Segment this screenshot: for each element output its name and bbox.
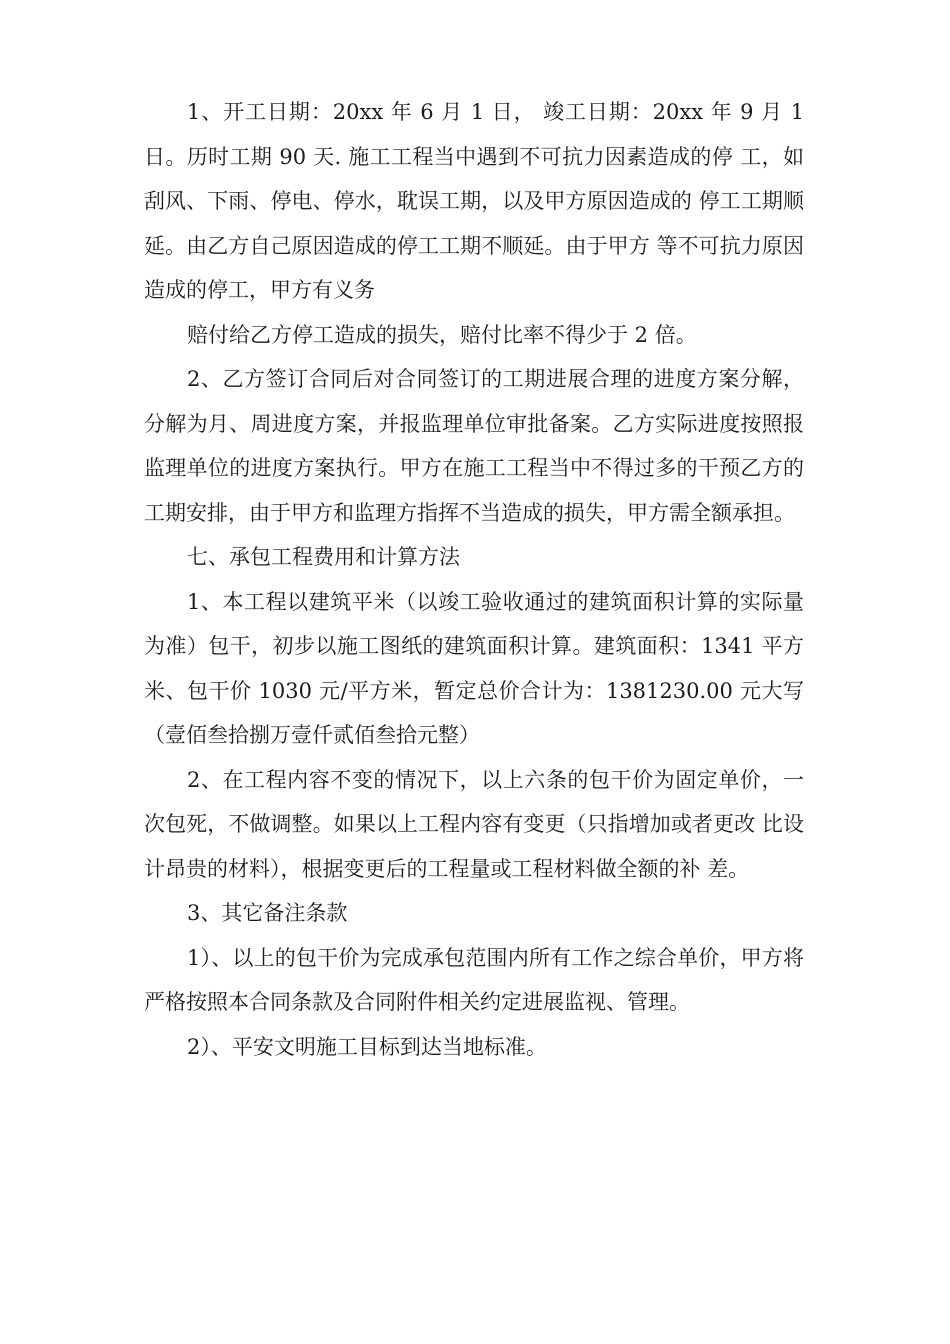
paragraph-term-2: 2）、平安文明施工目标到达当地标准。	[187, 1034, 547, 1059]
document-body	[144, 90, 804, 1069]
paragraph-other-terms-heading: 3、其它备注条款	[187, 901, 348, 925]
paragraph-compensation: 赔付给乙方停工造成的损失，赔付比率不得少于 2 倍。	[187, 322, 697, 347]
paragraph-term-1: 1）、以上的包干价为完成承包范围内所有工作之综合单价，甲方将严格按照本合同条款及合同附件相关约定进展监视、管理。	[144, 945, 804, 1014]
paragraph-progress-plan: 2、乙方签订合同后对合同签订的工期进展合理的进度方案分解，分解为月、周进度方案，并报监理单位审批备案。乙方实际进度按照报监理单位的进度方案执行。甲方在施工工程当中不得过多的干预乙方的工期安排，由于甲方和监理方指挥不当造成的损失，甲方需全额承担。	[144, 367, 804, 525]
paragraph-fee-calculation: 1、本工程以建筑平米（以竣工验收通过的建筑面积计算的实际量为准）包干，初步以施工图纸的建筑面积计算。建筑面积：1341 平方米、包干价 1030 元/平方米，暂定总价合计为：1381230.00 元大写（壹佰叁拾捌万壹仟贰佰叁拾元整）	[144, 589, 804, 747]
paragraph-schedule-dates: 1、开工日期：20xx 年 6 月 1 日， 竣工日期：20xx 年 9 月 1 日。历时工期 90 天. 施工工程当中遇到不可抗力因素造成的停 工，如刮风、下雨、停电、停水，耽误工期，以及甲方原因造成的 停工工期顺延。由乙方自己原因造成的停工工期不顺延。由于甲方 等不可抗力原因造成的停工，甲方有义务	[144, 100, 804, 302]
section-heading-fees: 七、承包工程费用和计算方法	[187, 545, 460, 569]
paragraph-fixed-price: 2、在工程内容不变的情况下，以上六条的包干价为固定单价，一次包死，不做调整。如果以上工程内容有变更（只指增加或者更改 比设计昂贵的材料），根据变更后的工程量或工程材料做全额的补 差。	[144, 767, 804, 881]
